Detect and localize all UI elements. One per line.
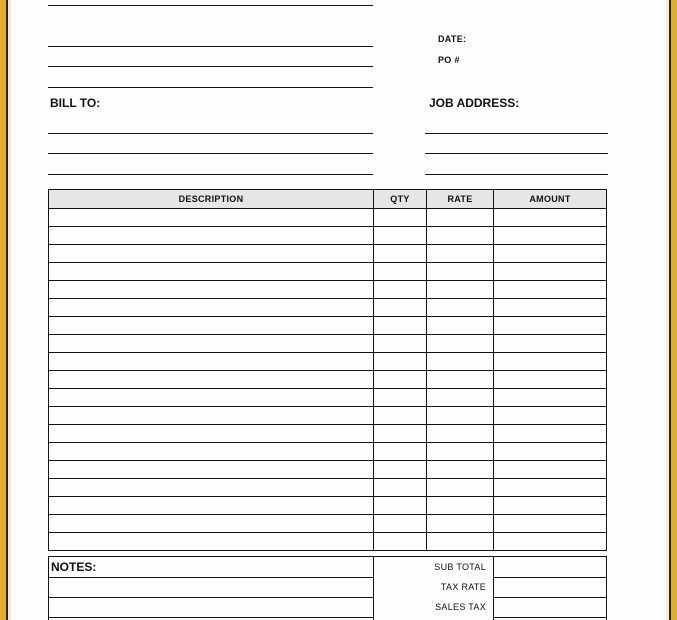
cell-qty[interactable] bbox=[374, 209, 427, 227]
cell-amount[interactable] bbox=[494, 371, 607, 389]
table-row bbox=[49, 533, 607, 551]
cell-rate[interactable] bbox=[427, 317, 494, 335]
cell-qty[interactable] bbox=[374, 389, 427, 407]
notes-left-border bbox=[48, 556, 49, 620]
notes-label: NOTES: bbox=[51, 560, 97, 574]
cell-amount[interactable] bbox=[494, 515, 607, 533]
cell-amount[interactable] bbox=[494, 245, 607, 263]
cell-description[interactable] bbox=[49, 533, 374, 551]
table-header-row bbox=[49, 190, 607, 209]
notes-top-line bbox=[48, 556, 607, 557]
cell-rate[interactable] bbox=[427, 371, 494, 389]
table-row bbox=[49, 371, 607, 389]
cell-qty[interactable] bbox=[374, 497, 427, 515]
table-row bbox=[49, 317, 607, 335]
company-line-2[interactable] bbox=[48, 46, 373, 47]
line-items-table bbox=[48, 189, 607, 551]
cell-qty[interactable] bbox=[374, 245, 427, 263]
cell-rate[interactable] bbox=[427, 425, 494, 443]
table-row bbox=[49, 245, 607, 263]
cell-qty[interactable] bbox=[374, 479, 427, 497]
cell-amount[interactable] bbox=[494, 425, 607, 443]
sub-total-value[interactable] bbox=[496, 560, 604, 576]
cell-amount[interactable] bbox=[494, 317, 607, 335]
tax-rate-value[interactable] bbox=[496, 580, 604, 596]
cell-qty[interactable] bbox=[374, 443, 427, 461]
company-line-3[interactable] bbox=[48, 66, 373, 67]
cell-amount[interactable] bbox=[494, 263, 607, 281]
cell-amount[interactable] bbox=[494, 227, 607, 245]
cell-rate[interactable] bbox=[427, 353, 494, 371]
cell-qty[interactable] bbox=[374, 335, 427, 353]
company-line-4[interactable] bbox=[48, 87, 373, 88]
cell-rate[interactable] bbox=[427, 407, 494, 425]
cell-amount[interactable] bbox=[494, 497, 607, 515]
sales-tax-label: SALES TAX bbox=[435, 602, 486, 612]
table-row bbox=[49, 389, 607, 407]
cell-description[interactable] bbox=[49, 209, 374, 227]
sales-tax-value[interactable] bbox=[496, 600, 604, 616]
cell-qty[interactable] bbox=[374, 407, 427, 425]
po-number-label: PO # bbox=[438, 55, 460, 65]
cell-description[interactable] bbox=[49, 389, 374, 407]
company-line-1[interactable] bbox=[48, 5, 373, 6]
page-frame-right-edge bbox=[669, 0, 671, 620]
page-frame-right-shadow bbox=[666, 0, 669, 620]
cell-description[interactable] bbox=[49, 227, 374, 245]
bill-to-line-1[interactable] bbox=[48, 133, 373, 134]
table-row bbox=[49, 227, 607, 245]
cell-qty[interactable] bbox=[374, 371, 427, 389]
job-address-label: JOB ADDRESS: bbox=[429, 96, 520, 110]
cell-amount[interactable] bbox=[494, 389, 607, 407]
cell-qty[interactable] bbox=[374, 317, 427, 335]
tax-rate-line bbox=[493, 597, 607, 598]
totals-value-right-border bbox=[606, 556, 607, 620]
cell-description[interactable] bbox=[49, 263, 374, 281]
cell-description[interactable] bbox=[49, 353, 374, 371]
cell-rate[interactable] bbox=[427, 263, 494, 281]
cell-qty[interactable] bbox=[374, 353, 427, 371]
page-frame-left-shadow bbox=[8, 0, 11, 620]
table-row bbox=[49, 335, 607, 353]
notes-totals-section bbox=[48, 556, 607, 620]
table-row bbox=[49, 497, 607, 515]
cell-amount[interactable] bbox=[494, 407, 607, 425]
cell-description[interactable] bbox=[49, 515, 374, 533]
table-row bbox=[49, 515, 607, 533]
job-address-line-1[interactable] bbox=[425, 133, 608, 134]
cell-qty[interactable] bbox=[374, 281, 427, 299]
cell-rate[interactable] bbox=[427, 209, 494, 227]
table-row bbox=[49, 209, 607, 227]
date-label: DATE: bbox=[438, 34, 467, 44]
cell-description[interactable] bbox=[49, 479, 374, 497]
cell-rate[interactable] bbox=[427, 389, 494, 407]
notes-line-3[interactable] bbox=[48, 617, 373, 618]
cell-rate[interactable] bbox=[427, 497, 494, 515]
table-row bbox=[49, 479, 607, 497]
cell-rate[interactable] bbox=[427, 335, 494, 353]
cell-description[interactable] bbox=[49, 371, 374, 389]
cell-description[interactable] bbox=[49, 317, 374, 335]
cell-qty[interactable] bbox=[374, 515, 427, 533]
bill-to-label: BILL TO: bbox=[50, 96, 101, 110]
cell-description[interactable] bbox=[49, 425, 374, 443]
totals-value-left-border bbox=[493, 556, 494, 620]
cell-amount[interactable] bbox=[494, 443, 607, 461]
sub-total-line bbox=[493, 577, 607, 578]
table-row bbox=[49, 443, 607, 461]
cell-description[interactable] bbox=[49, 245, 374, 263]
cell-amount[interactable] bbox=[494, 299, 607, 317]
cell-rate[interactable] bbox=[427, 245, 494, 263]
job-address-line-2[interactable] bbox=[425, 153, 608, 154]
cell-qty[interactable] bbox=[374, 533, 427, 551]
table-row bbox=[49, 281, 607, 299]
cell-amount[interactable] bbox=[494, 209, 607, 227]
cell-description[interactable] bbox=[49, 497, 374, 515]
table-row bbox=[49, 461, 607, 479]
cell-qty[interactable] bbox=[374, 461, 427, 479]
cell-amount[interactable] bbox=[494, 281, 607, 299]
cell-rate[interactable] bbox=[427, 443, 494, 461]
table-row bbox=[49, 407, 607, 425]
cell-description[interactable] bbox=[49, 407, 374, 425]
cell-rate[interactable] bbox=[427, 299, 494, 317]
sub-total-label: SUB TOTAL bbox=[434, 562, 486, 572]
column-header-amount: AMOUNT bbox=[494, 190, 607, 209]
cell-rate[interactable] bbox=[427, 515, 494, 533]
cell-rate[interactable] bbox=[427, 461, 494, 479]
bill-to-line-2[interactable] bbox=[48, 153, 373, 154]
cell-qty[interactable] bbox=[374, 299, 427, 317]
job-address-line-3[interactable] bbox=[425, 174, 608, 175]
cell-description[interactable] bbox=[49, 281, 374, 299]
cell-amount[interactable] bbox=[494, 335, 607, 353]
bill-to-line-3[interactable] bbox=[48, 174, 373, 175]
cell-qty[interactable] bbox=[374, 263, 427, 281]
cell-qty[interactable] bbox=[374, 425, 427, 443]
cell-amount[interactable] bbox=[494, 353, 607, 371]
cell-qty[interactable] bbox=[374, 227, 427, 245]
sales-tax-line bbox=[493, 617, 607, 618]
cell-rate[interactable] bbox=[427, 227, 494, 245]
column-header-qty: QTY bbox=[374, 190, 427, 209]
column-header-description: DESCRIPTION bbox=[49, 190, 374, 209]
table-row bbox=[49, 425, 607, 443]
cell-rate[interactable] bbox=[427, 479, 494, 497]
notes-line-2[interactable] bbox=[48, 597, 373, 598]
table-row bbox=[49, 353, 607, 371]
cell-description[interactable] bbox=[49, 461, 374, 479]
cell-rate[interactable] bbox=[427, 533, 494, 551]
table-row bbox=[49, 263, 607, 281]
cell-description[interactable] bbox=[49, 299, 374, 317]
notes-line-1[interactable] bbox=[48, 577, 373, 578]
cell-description[interactable] bbox=[49, 443, 374, 461]
column-header-rate: RATE bbox=[427, 190, 494, 209]
page-frame-right bbox=[671, 0, 677, 620]
cell-amount[interactable] bbox=[494, 479, 607, 497]
cell-description[interactable] bbox=[49, 335, 374, 353]
cell-amount[interactable] bbox=[494, 461, 607, 479]
notes-right-border bbox=[373, 556, 374, 620]
tax-rate-label: TAX RATE bbox=[440, 582, 486, 592]
table-row bbox=[49, 299, 607, 317]
cell-amount[interactable] bbox=[494, 533, 607, 551]
cell-rate[interactable] bbox=[427, 281, 494, 299]
